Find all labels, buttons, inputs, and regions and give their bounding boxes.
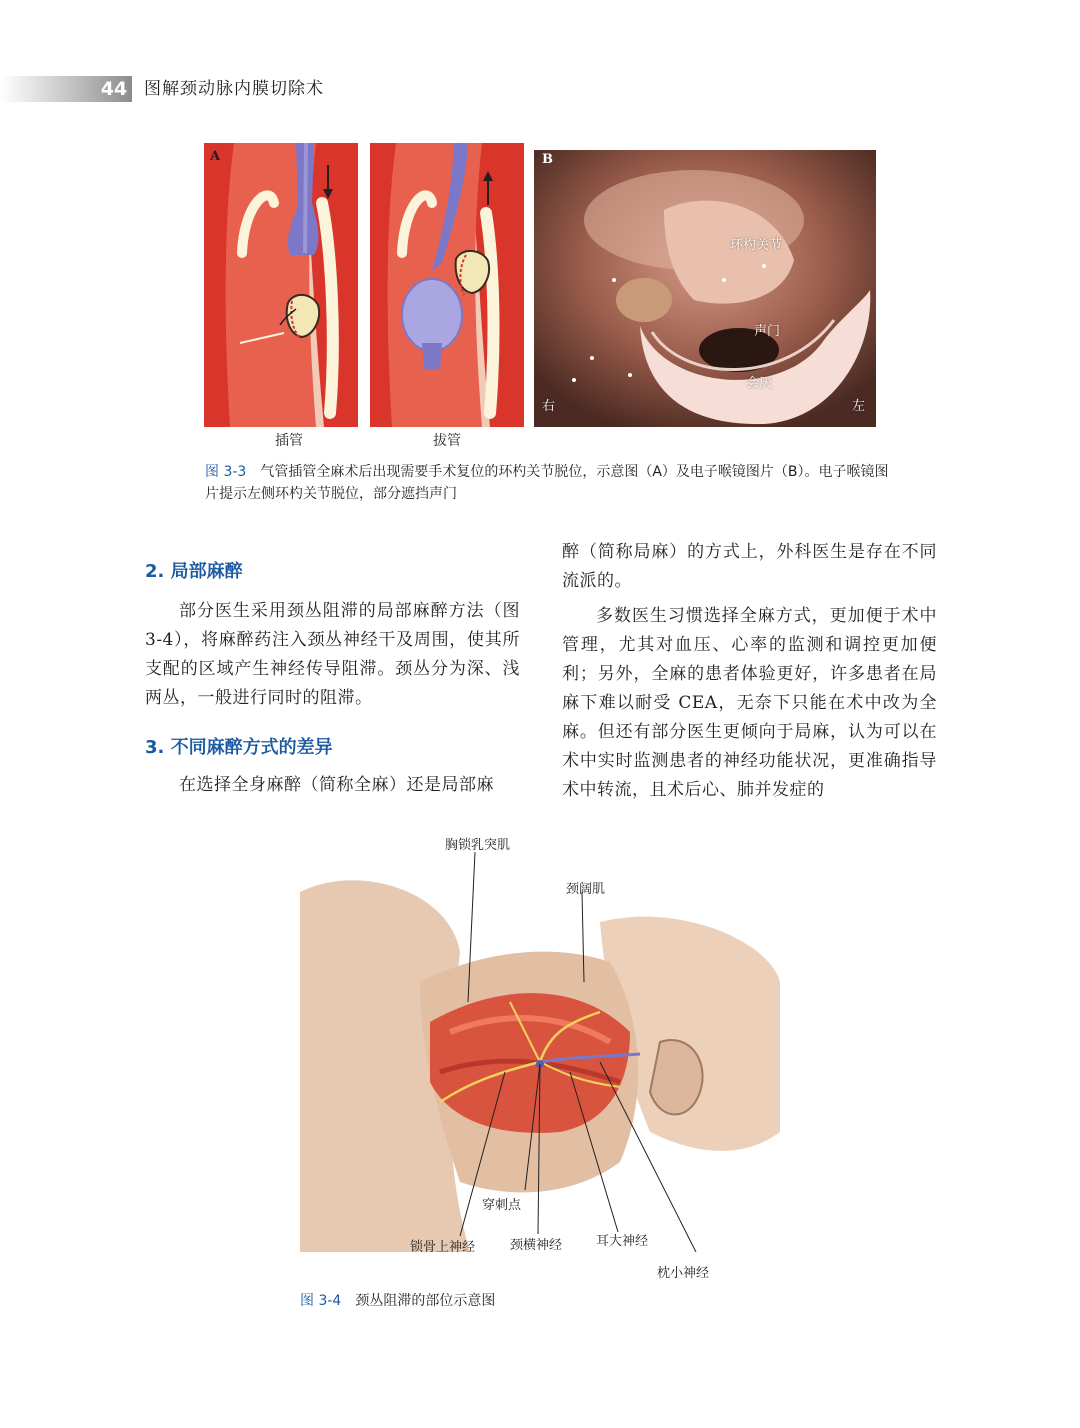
label-lesser-occipital: 枕小神经	[657, 1266, 710, 1281]
sub-caption-intubation: 插管	[275, 433, 303, 449]
label-right: 右	[542, 399, 556, 414]
label-left: 左	[852, 399, 866, 414]
right-column	[562, 538, 937, 805]
paragraph-differences-cont: 醉（简称局麻）的方式上，外科医生是存在不同流派的。	[562, 542, 937, 591]
figure-3-3-laryngoscopy-photo	[534, 150, 876, 427]
figure-3-4-caption	[300, 1290, 990, 1312]
label-puncture: 穿刺点	[482, 1198, 522, 1213]
heading-differences: 3. 不同麻醉方式的差异	[145, 737, 333, 758]
label-glottis: 声门	[754, 324, 781, 339]
label-transverse: 颈横神经	[510, 1238, 563, 1253]
figure-3-3-panel-extubation	[370, 143, 524, 427]
page-number: 44	[100, 78, 128, 100]
figure-3-3-caption-text: 气管插管全麻术后出现需要手术复位的环杓关节脱位，示意图（A）及电子喉镜图片（B）。电子喉镜图片提示左侧环杓关节脱位，部分遮挡声门	[205, 464, 889, 502]
figure-3-4-caption-text: 颈丛阻滞的部位示意图	[355, 1293, 496, 1309]
figure-3-4-illustration	[300, 832, 780, 1281]
figure-3-4-id: 图 3-4	[300, 1293, 342, 1309]
label-scm: 胸锁乳突肌	[445, 838, 511, 853]
sub-caption-extubation: 拔管	[433, 433, 461, 449]
left-column	[145, 555, 520, 800]
paragraph-differences-start: 在选择全身麻醉（简称全麻）还是局部麻	[179, 775, 494, 795]
paragraph-local-anesthesia: 部分医生采用颈丛阻滞的局部麻醉方法（图 3-4），将麻醉药注入颈丛神经干及周围，使其所支配的区域产生神经传导阻滞。颈丛分为深、浅两丛，一般进行同时的阻滞。	[145, 601, 520, 708]
panel-a-letter: A	[210, 149, 221, 164]
figure-3-3-panel-intubation	[204, 143, 358, 427]
paragraph-anesthesia-preferences: 多数医生习惯选择全麻方式，更加便于术中管理，尤其对血压、心率的监测和调控更加便利；另外，全麻的患者体验更好，许多患者在局麻下难以耐受 CEA，无奈下只能在术中改为全麻。但还有部分医生更倾向于局麻，认为可以在术中实时监测患者的神经功能状况，更准确指导术中转流，且术后心、肺并发症的	[562, 606, 937, 800]
panel-b-letter: B	[542, 152, 553, 167]
figure-3-3-caption	[205, 461, 895, 505]
book-title: 图解颈动脉内膜切除术	[144, 79, 324, 99]
label-platysma: 颈阔肌	[566, 882, 606, 897]
heading-local-anesthesia: 2. 局部麻醉	[145, 561, 243, 582]
label-great-auricular: 耳大神经	[596, 1234, 649, 1249]
label-epiglottis: 会厌	[746, 376, 773, 391]
figure-3-3-id: 图 3-3	[205, 464, 247, 480]
label-cricoarytenoid: 环杓关节	[730, 238, 783, 253]
label-supraclavicular: 锁骨上神经	[410, 1240, 476, 1255]
